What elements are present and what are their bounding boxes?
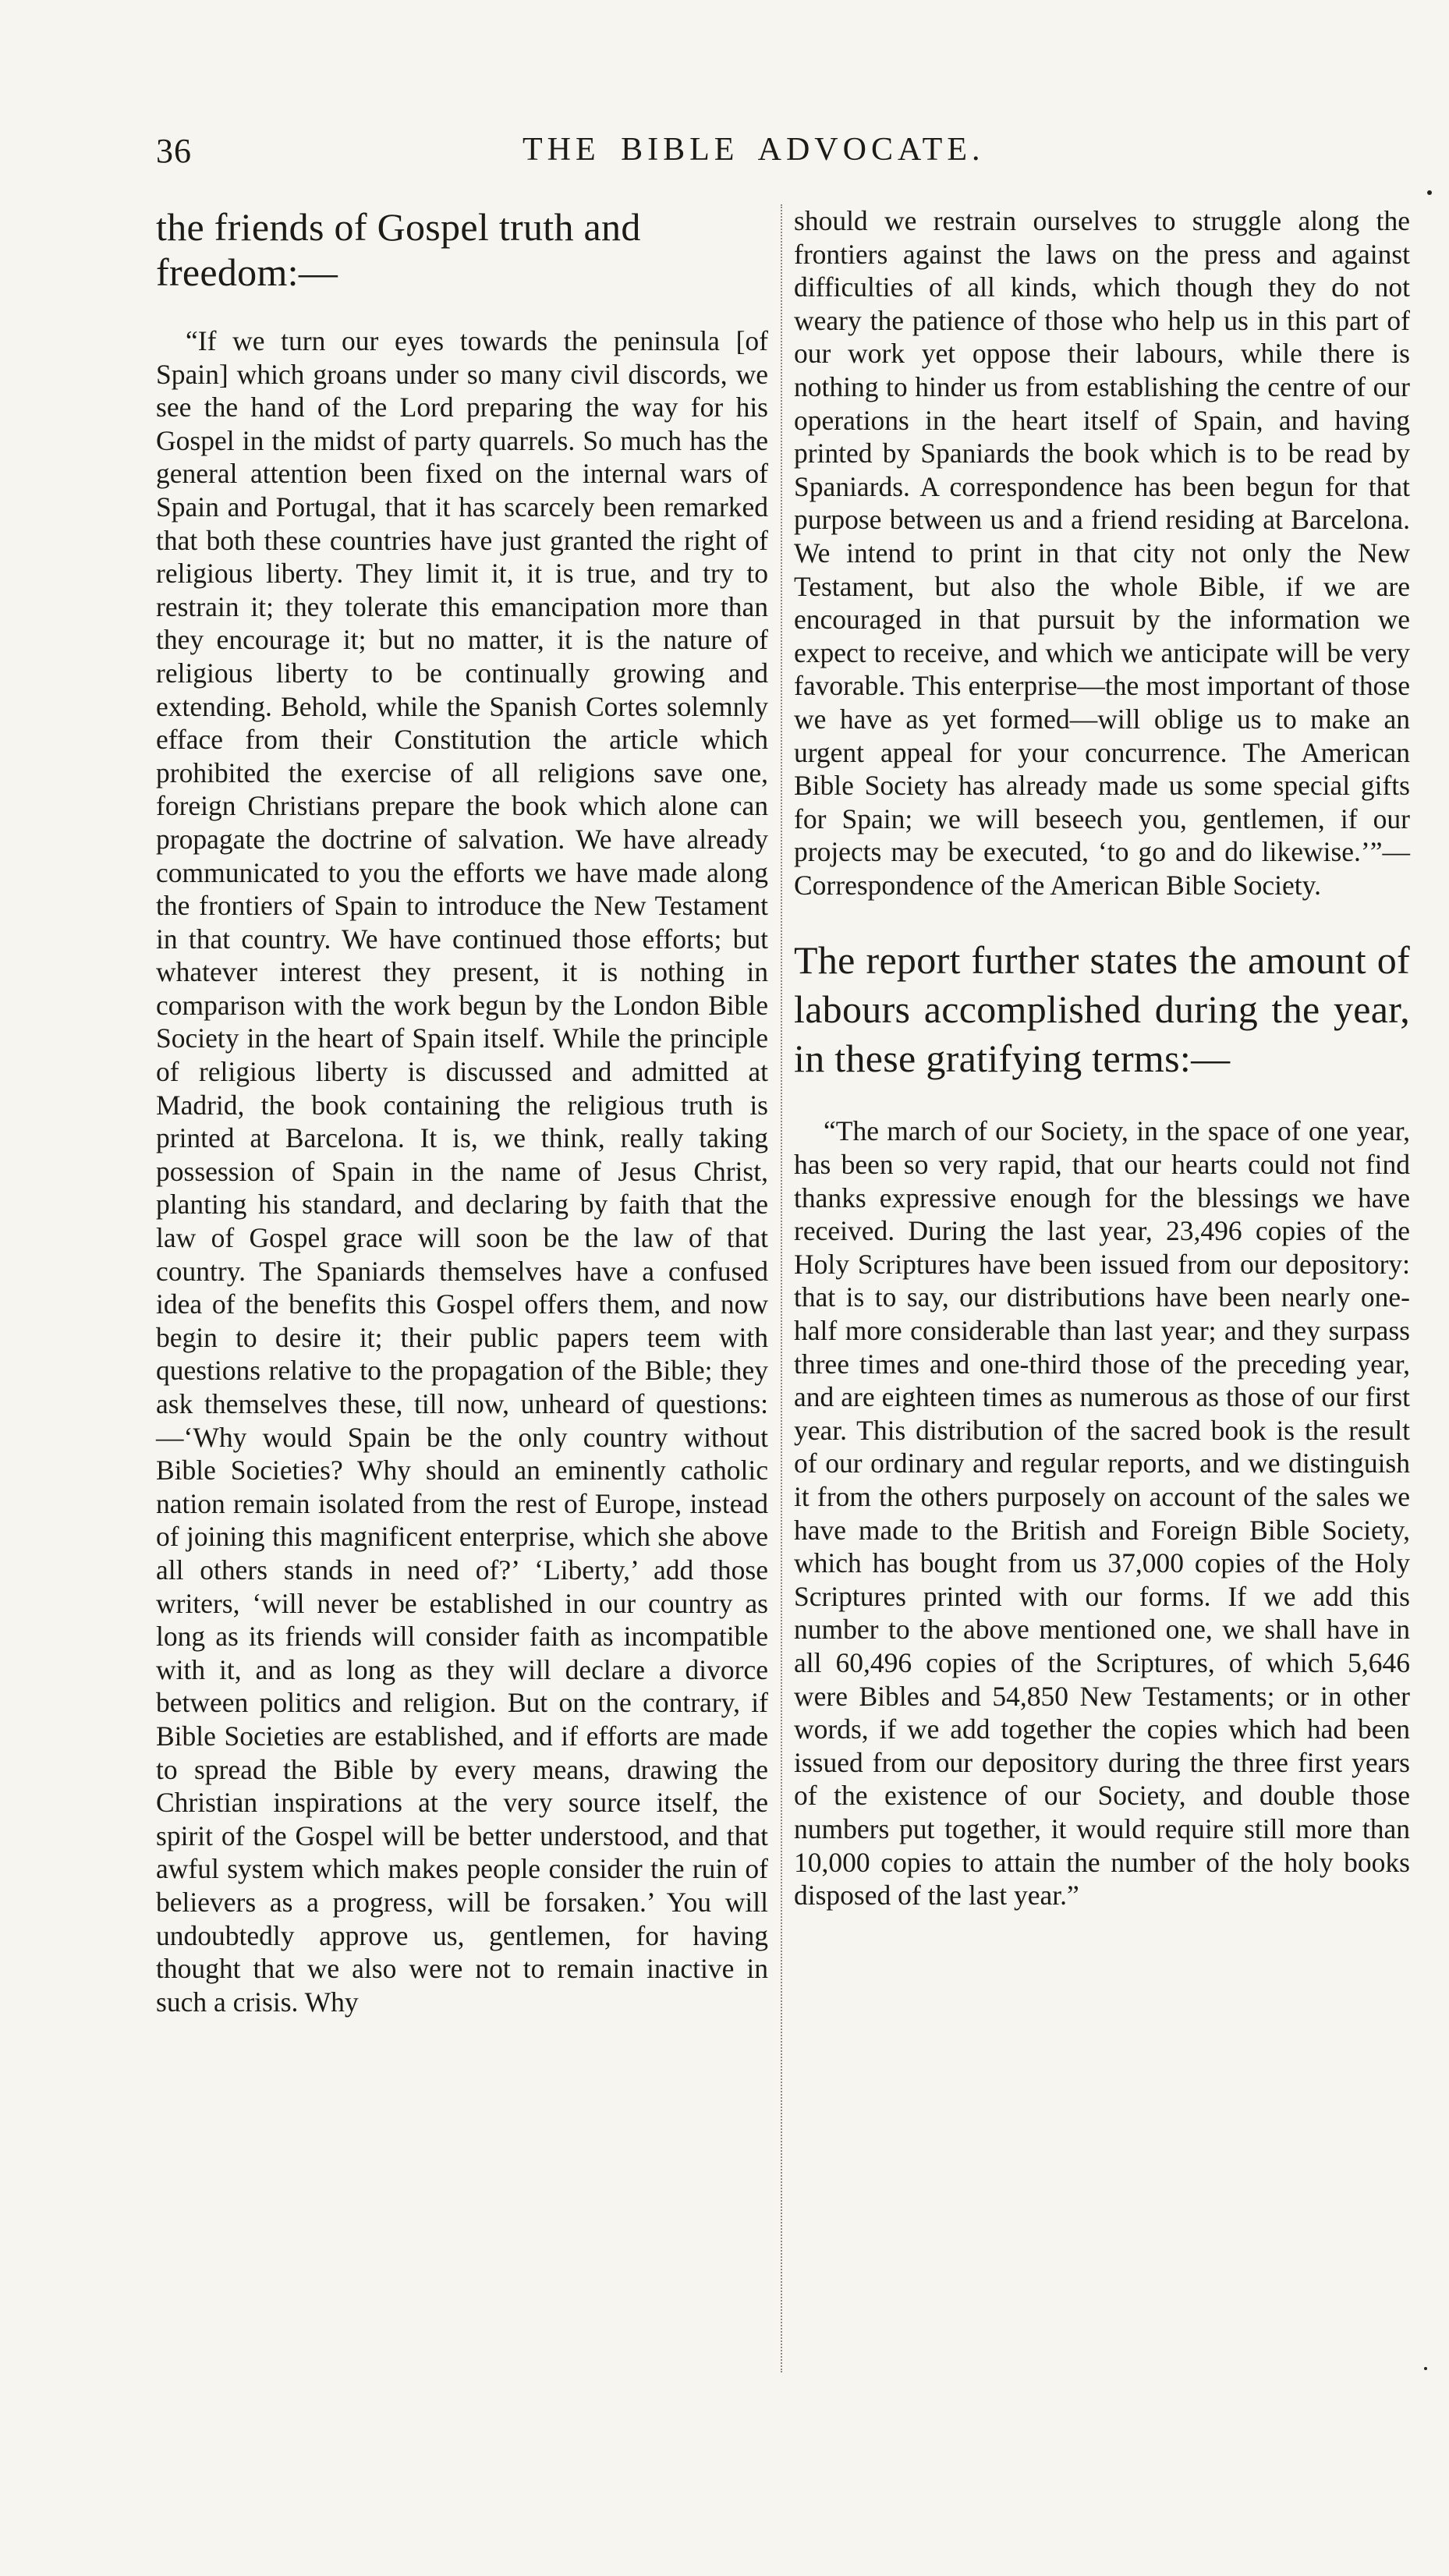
left-lead-paragraph: the friends of Gospel truth and freedom:— [156, 205, 641, 294]
continuation-paragraph: should we restrain ourselves to struggle along the frontiers against the laws on the press and against difficulties of all kinds, which though they do not weary the patience of those who help us in this part of our work yet oppose their labours, while there is nothing to hinder us from establishing the centre of our operations in the heart itself of Spain, and having printed by Spaniards the book which is to be read by Spaniards. A correspondence has been begun for that purpose between us and a friend residing at Barcelona. We intend to print in that city not only the New Testament, but also the whole Bible, if we are encouraged in that pursuit by the information we expect to receive, and which we anticipate will be very favorable. This enterprise—the most important of those we have as yet formed—will oblige us to make an urgent appeal for your concurrence. The American Bible Society has already made us some special gifts for Spain; we will beseech you, gentlemen, if our projects may be executed, ‘to go and do likewise.’”—Correspondence of the American Bible Society. [794, 205, 1410, 901]
print-speck [1424, 2367, 1427, 2370]
print-speck [1427, 190, 1432, 195]
column-divider [781, 204, 783, 2372]
spain-quote-paragraph: “If we turn our eyes towards the peninsula [of Spain] which groans under so many civil discords, we see the hand of the Lord preparing the way for his Gospel in the midst of party quarrels. So much has the general attention been fixed on the internal wars of Spain and Portugal, that it has scarcely been remarked that both these countries have just granted the right of religious liberty. They limit it, it is true, and try to restrain it; they tolerate this emancipation more than they encourage it; but no matter, it is the nature of religious liberty to be continually growing and extending. Behold, while the Spanish Cortes solemnly efface from their Constitution the article which prohibited the exercise of all religions save one, foreign Christians prepare the book which alone can propagate the doctrine of salvation. We have already communicated to you the efforts we have made along the frontiers of Spain to introduce the New Testament in that country. We have continued those efforts; but whatever interest they present, it is nothing in comparison with the work begun by the London Bible Society in the heart of Spain itself. While the principle of religious liberty is discussed and admitted at Madrid, the book containing the religious truth is printed at Barcelona. It is, we think, really taking possession of Spain in the name of Jesus Christ, planting his standard, and declaring by faith that the law of Gospel grace will soon be the law of that country. The Spaniards themselves have a confused idea of the benefits this Gospel offers them, and now begin to desire it; their public papers teem with questions relative to the propagation of the Bible; they ask themselves these, till now, unheard of questions:—‘Why would Spain be the only country without Bible Societies? Why should an eminently catholic nation remain isolated from the rest of Europe, instead of joining this magnificent enterprise, which she above all others stands in need of?’ ‘Liberty,’ add those writers, ‘will never be established in our country as long as its friends will consider faith as incompatible with it, and as long as they will declare a divorce between politics and religion. But on the contrary, if Bible Societies are established, and if efforts are made to spread the Bible by every means, drawing the Christian inspirations at the very source itself, the spirit of the Gospel will be better understood, and that awful system which makes people consider the ruin of believers as a progress, will be forsaken.’ You will undoubtedly approve us, gentlemen, for having thought that we also were not to remain inactive in such a crisis. Why [156, 325, 768, 2018]
report-lead-paragraph: The report further states the amount of labours accomplished during the year, in these gratifying terms:— [794, 938, 1410, 1081]
page-header [156, 131, 1435, 178]
page-number: 36 [156, 132, 192, 170]
running-head: THE BIBLE ADVOCATE. [523, 132, 985, 168]
right-column [794, 204, 1410, 1912]
left-column [156, 204, 768, 2018]
report-quote-paragraph: “The march of our Society, in the space of one year, has been so very rapid, that our hearts could not find thanks expressive enough for the blessings we have received. During the last year, 23,496 copies of the Holy Scriptures have been issued from our depository: that is to say, our distributions have been nearly one-half more considerable than last year; and they surpass three times and one-third those of the preceding year, and are eighteen times as numerous as those of our first year. This distribution of the sacred book is the result of our ordinary and regular reports, and we distinguish it from the others purposely on account of the sales we have made to the British and Foreign Bible Society, which has bought from us 37,000 copies of the Holy Scriptures printed with our forms. If we add this number to the above mentioned one, we shall have in all 60,496 copies of the Scriptures, of which 5,646 were Bibles and 54,850 New Testaments; or in other words, if we add together the copies which had been issued from our depository during the three first years of the existence of our Society, and double those numbers put together, it would require still more than 10,000 copies to attain the number of the holy books disposed of the last year.” [794, 1115, 1410, 1912]
